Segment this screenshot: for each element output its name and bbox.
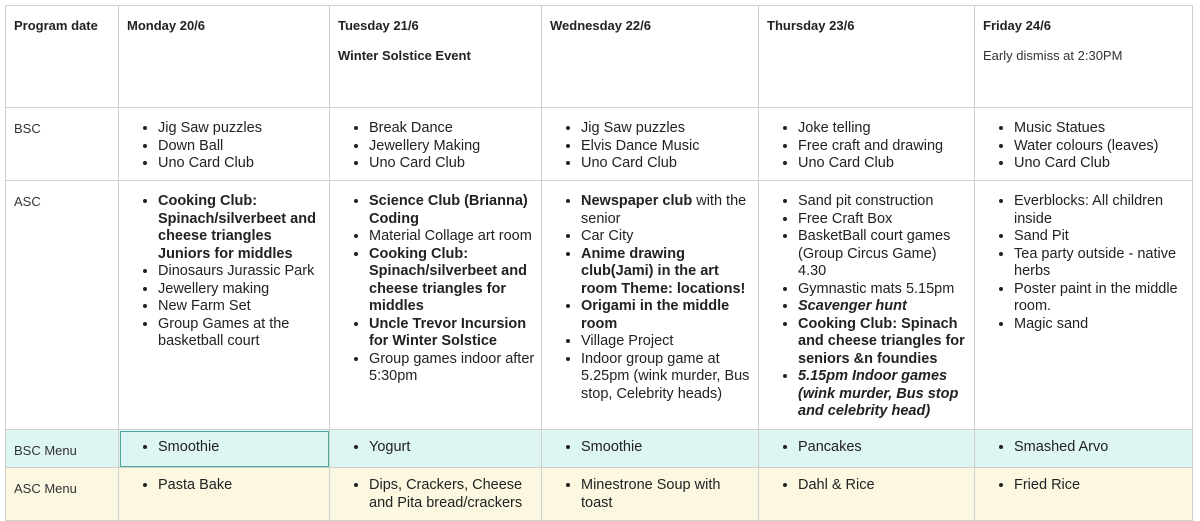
header-cell-tuesday[interactable] [330, 6, 542, 108]
list-item: • Origami in the middle room [581, 298, 752, 333]
header-cell-monday[interactable] [119, 6, 330, 108]
list-item [581, 193, 752, 228]
list-item: • Tea party outside - native herbs [1014, 246, 1186, 281]
day-note: Early dismiss at 2:30PM [983, 48, 1123, 63]
list-item: • Free craft and drawing [798, 138, 968, 156]
row-label: ASC [14, 194, 41, 209]
bsc-cell-monday[interactable] [119, 108, 330, 181]
day-title: Tuesday 21/6 [338, 18, 419, 33]
list-item: • Smashed Arvo [1014, 439, 1186, 457]
list-item: • Magic sand [1014, 316, 1186, 334]
asc-menu-cell-thursday[interactable] [759, 468, 975, 521]
list-item: • Dinosaurs Jurassic Park [158, 263, 323, 281]
list-item: • Fried Rice [1014, 477, 1186, 495]
header-cell-friday[interactable] [975, 6, 1193, 108]
list-item: • Scavenger hunt [798, 298, 968, 316]
row-label-cell[interactable] [6, 468, 119, 521]
day-title: Monday 20/6 [127, 18, 206, 33]
list-item: • Smoothie [158, 439, 323, 457]
list-item: • Pasta Bake [158, 477, 323, 495]
list-item: • Uno Card Club [581, 155, 752, 173]
list-item: • Music Statues [1014, 120, 1186, 138]
list-item: • Sand pit construction [798, 193, 968, 211]
list-item: • 5.15pm Indoor games (wink murder, Bus stop and celebrity head) [798, 368, 968, 421]
list-item: • Joke telling [798, 120, 968, 138]
list-item: • Minestrone Soup with toast [581, 477, 752, 512]
list-item: • Pancakes [798, 439, 968, 457]
list-item: • Car City [581, 228, 752, 246]
list-item: • Dips, Crackers, Cheese and Pita bread/crackers [369, 477, 535, 512]
list-item: • Material Collage art room [369, 228, 535, 246]
row-label-cell[interactable] [6, 430, 119, 468]
list-item: • Jewellery making [158, 281, 323, 299]
list-item: • New Farm Set [158, 298, 323, 316]
header-cell-wednesday[interactable] [542, 6, 759, 108]
program-table [5, 5, 1193, 521]
asc-cell-thursday[interactable] [759, 181, 975, 430]
header-row [6, 6, 1193, 108]
list-item: • Elvis Dance Music [581, 138, 752, 156]
row-label: BSC Menu [14, 443, 77, 458]
day-note: Winter Solstice Event [338, 48, 471, 63]
list-item: • Uno Card Club [369, 155, 535, 173]
bold-text: Newspaper club [581, 193, 693, 209]
list-item: • Free Craft Box [798, 211, 968, 229]
bsc-row [6, 108, 1193, 181]
list-item: • Cooking Club: Spinach and cheese triangles for seniors &n foundies [798, 316, 968, 369]
list-item: • Group games indoor after 5:30pm [369, 351, 535, 386]
asc-menu-cell-wednesday[interactable] [542, 468, 759, 521]
bsc-menu-cell-friday[interactable] [975, 430, 1193, 468]
row-label-cell[interactable] [6, 181, 119, 430]
list-item: • Down Ball [158, 138, 323, 156]
list-item: • Anime drawing club(Jami) in the art room Theme: locations! [581, 246, 752, 299]
bsc-menu-cell-wednesday[interactable] [542, 430, 759, 468]
day-title: Friday 24/6 [983, 18, 1051, 33]
asc-cell-monday[interactable] [119, 181, 330, 430]
bsc-menu-cell-thursday[interactable] [759, 430, 975, 468]
row-label: BSC [14, 121, 41, 136]
asc-row [6, 181, 1193, 430]
row-label: ASC Menu [14, 481, 77, 496]
plain-text: with the senior [581, 193, 747, 227]
asc-cell-tuesday[interactable] [330, 181, 542, 430]
asc-menu-cell-tuesday[interactable] [330, 468, 542, 521]
day-title: Thursday 23/6 [767, 18, 855, 33]
list-item: • Gymnastic mats 5.15pm [798, 281, 968, 299]
row-label-cell[interactable] [6, 108, 119, 181]
bsc-menu-row [6, 430, 1193, 468]
asc-menu-cell-friday[interactable] [975, 468, 1193, 521]
day-title: Wednesday 22/6 [550, 18, 651, 33]
header-cell-corner[interactable] [6, 6, 119, 108]
list-item: • Jig Saw puzzles [158, 120, 323, 138]
list-item: • Science Club (Brianna) Coding [369, 193, 535, 228]
list-item: • Jig Saw puzzles [581, 120, 752, 138]
list-item: • Uncle Trevor Incursion for Winter Solstice [369, 316, 535, 351]
list-item: • Sand Pit [1014, 228, 1186, 246]
bsc-cell-tuesday[interactable] [330, 108, 542, 181]
list-item: • Group Games at the basketball court [158, 316, 323, 351]
list-item: • Jewellery Making [369, 138, 535, 156]
list-item: • Cooking Club: Spinach/silverbeet and cheese triangles for middles [369, 246, 535, 316]
list-item: • BasketBall court games (Group Circus Game) 4.30 [798, 228, 968, 281]
list-item: • Uno Card Club [158, 155, 323, 173]
asc-cell-wednesday[interactable] [542, 181, 759, 430]
list-item: • Cooking Club: Spinach/silverbeet and cheese triangles Juniors for middles [158, 193, 323, 263]
list-item: • Break Dance [369, 120, 535, 138]
bsc-cell-friday[interactable] [975, 108, 1193, 181]
header-cell-thursday[interactable] [759, 6, 975, 108]
list-item: • Indoor group game at 5.25pm (wink murder, Bus stop, Celebrity heads) [581, 351, 752, 404]
bsc-menu-cell-tuesday[interactable] [330, 430, 542, 468]
list-item: • Yogurt [369, 439, 535, 457]
asc-menu-cell-monday[interactable] [119, 468, 330, 521]
bsc-cell-thursday[interactable] [759, 108, 975, 181]
asc-menu-row [6, 468, 1193, 521]
bsc-cell-wednesday[interactable] [542, 108, 759, 181]
bsc-menu-cell-monday[interactable] [119, 430, 330, 468]
list-item: • Uno Card Club [798, 155, 968, 173]
asc-cell-friday[interactable] [975, 181, 1193, 430]
list-item: • Everblocks: All children inside [1014, 193, 1186, 228]
list-item: • Uno Card Club [1014, 155, 1186, 173]
program-date-label: Program date [14, 18, 98, 33]
list-item: • Village Project [581, 333, 752, 351]
list-item: • Dahl & Rice [798, 477, 968, 495]
list-item: • Poster paint in the middle room. [1014, 281, 1186, 316]
list-item: • Smoothie [581, 439, 752, 457]
list-item: • Water colours (leaves) [1014, 138, 1186, 156]
